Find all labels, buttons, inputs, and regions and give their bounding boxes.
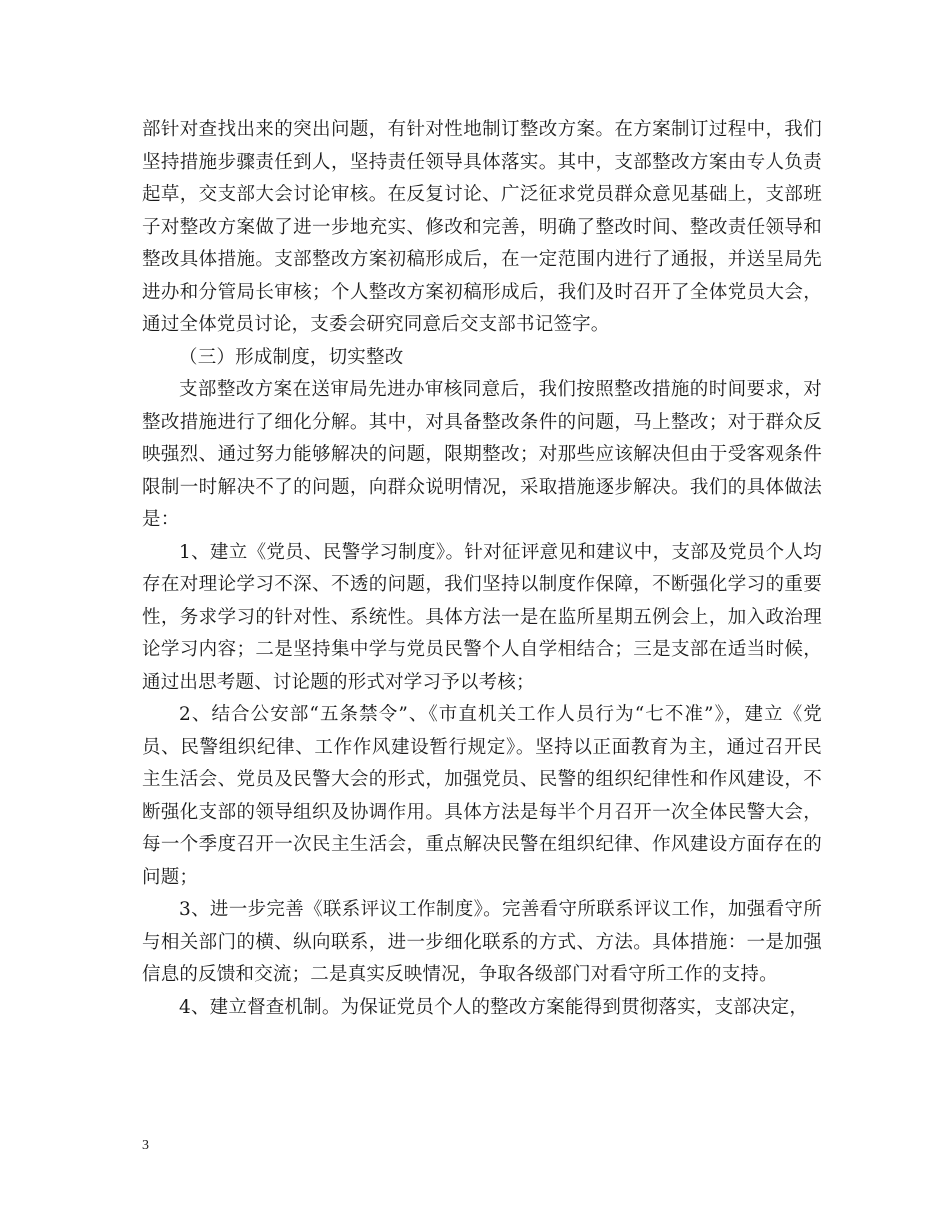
list-item: 2、结合公安部“五条禁令”、《市直机关工作人员行为“七不准”》，建立《党员、民警组织纪律、工作作风建设暂行规定》。坚持以正面教育为主，通过召开民主生活会、党员及民警大会的形式，加强党员、民警的组织纪律性和作风建设，不断强化支部的领导组织及协调作用。具体方法是每半个月召开一次全体民警大会，每一个季度召开一次民主生活会，重点解决民警在组织纪律、作风建设方面存在的问题； [142,704,822,888]
paragraph-continuation: 部针对查找出来的突出问题，有针对性地制订整改方案。在方案制订过程中，我们坚持措施步骤责任到人，坚持责任领导具体落实。其中，支部整改方案由专人负责起草，交支部大会讨论审核。在反复讨论、广泛征求党员群众意见基础上，支部班子对整改方案做了进一步地充实、修改和完善，明确了整改时间、整改责任领导和整改具体措施。支部整改方案初稿形成后，在一定范围内进行了通报，并送呈局先进办和分管局长审核；个人整改方案初稿形成后，我们及时召开了全体党员大会，通过全体党员讨论，支委会研究同意后交支部书记签字。 [142,119,822,335]
page-number: 3 [142,1138,149,1153]
section-heading: （三）形成制度，切实整改 [179,346,404,368]
list-item: 1、建立《党员、民警学习制度》。针对征评意见和建议中，支部及党员个人均存在对理论学习不深、不透的问题，我们坚持以制度作保障，不断强化学习的重要性，务求学习的针对性、系统性。具体方法一是在监所星期五例会上，加入政治理论学习内容；二是坚持集中学与党员民警个人自学相结合；三是支部在适当时候，通过出思考题、讨论题的形式对学习予以考核； [142,541,822,693]
list-item: 4、建立督查机制。为保证党员个人的整改方案能得到贯彻落实，支部决定， [179,996,809,1018]
paragraph: 支部整改方案在送审局先进办审核同意后，我们按照整改措施的时间要求，对整改措施进行了细化分解。其中，对具备整改条件的问题，马上整改；对于群众反映强烈、通过努力能够解决的问题，限期整改；对那些应该解决但由于受客观条件限制一时解决不了的问题，向群众说明情况，采取措施逐步解决。我们的具体做法是： [142,379,822,530]
list-item: 3、进一步完善《联系评议工作制度》。完善看守所联系评议工作，加强看守所与相关部门的横、纵向联系，进一步细化联系的方式、方法。具体措施：一是加强信息的反馈和交流；二是真实反映情况，争取各级部门对看守所工作的支持。 [142,899,822,985]
document-body [142,114,822,1024]
